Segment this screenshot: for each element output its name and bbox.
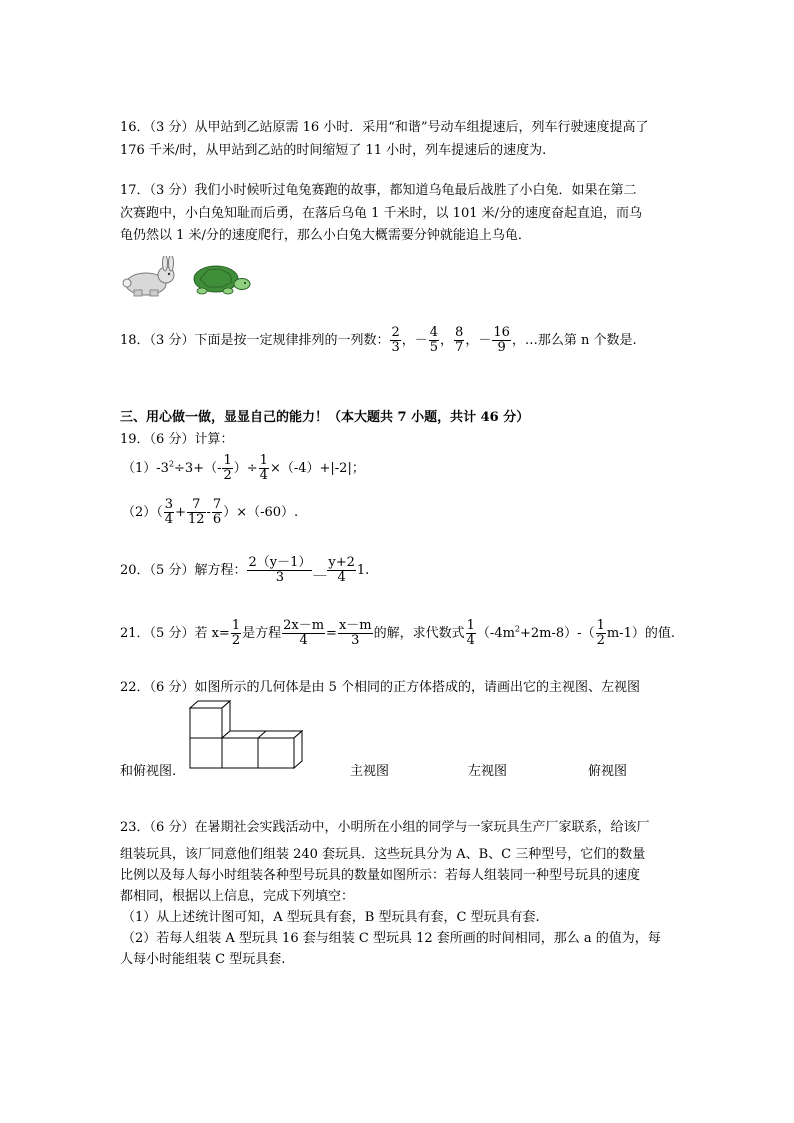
q21-frac-c-den: 4 [466,633,475,648]
q21-t6: m-1）的值. [606,626,675,641]
q17-line1: 17．（3 分）我们小时候听过龟兔赛跑的故事，都知道乌龟最后战胜了小白兔．如果在第二 [120,183,637,198]
q21-t4: （-4m [476,626,515,641]
q18-line [120,326,637,355]
q23-line7: 人每小时能组装 C 型玩具套. [120,952,286,967]
q22-view-top: 俯视图 [588,764,628,779]
q21-line [120,619,675,648]
q21-frac-a-den: 4 [299,633,308,648]
q21-frac-b [338,619,373,648]
q21-frac-x-den: 2 [231,633,241,648]
q20-line [120,556,369,585]
q20-frac-2 [327,556,356,585]
q18-frac-4-den: 9 [497,340,506,355]
q20-frac-1-num: 2（y－1） [248,555,312,570]
q22-view-front: 主视图 [350,764,390,779]
q23-line6: （2）若每人组装 A 型玩具 16 套与组装 C 型玩具 12 套所画的时间相同，那么 a 的值为，每 [122,931,661,946]
cube-solid-figure [184,698,304,770]
q19-p1-frac-1-den: 2 [223,468,232,483]
q18-sep-2: ，－ [401,333,428,348]
q23-line3: 比例以及每人每小时组装各种型号玩具的数量如图所示：若每人组装同一种型号玩具的速度 [120,868,641,883]
q19-p1-frac-2-num: 1 [259,453,268,468]
q18-suffix: ，…那么第 n 个数是. [511,333,637,348]
q16-line2: 176 千米/时，从甲站到乙站的时间缩短了 11 小时，列车提速后的速度为. [120,143,547,158]
q21-t1: 是方程 [242,626,282,641]
q21-frac-b-den: 3 [351,633,360,648]
q19-p2-frac-2-num: 7 [187,498,206,513]
q23-line5: （1）从上述统计图可知，A 型玩具有套，B 型玩具有套，C 型玩具有套. [122,910,540,925]
q18-frac-3-den: 7 [455,340,464,355]
q21-t2: = [326,626,337,641]
q21-prefix: 21．（5 分）若 x= [120,626,230,641]
q19-head: 19．（6 分）计算： [120,432,234,447]
q21-frac-c-num: 1 [466,618,475,633]
q21-frac-d-num: 1 [596,618,605,633]
q18-sep-3: ， [440,333,454,348]
q19-p1-b: ÷3+（- [174,461,222,476]
q18-sep-4: ，－ [465,333,492,348]
q17-line3: 龟仍然以 1 米/分的速度爬行，那么小白兔大概需要分钟就能追上乌龟． [120,228,531,243]
q21-frac-a [282,619,325,648]
q21-t3: 的解，求代数式 [373,626,465,641]
q18-frac-4-num: 16 [493,325,510,340]
q18-frac-4 [492,326,511,355]
q19-p2-frac-1 [164,498,174,527]
q19-p2-frac-1-den: 4 [164,512,174,527]
q22-line2: 和俯视图. [120,764,177,779]
q19-p2-frac-3-den: 6 [212,512,222,527]
q19-p1-a: （1）-3 [122,461,169,476]
q22-view-left: 左视图 [468,764,508,779]
q20-frac-1 [247,556,312,585]
q19-p1-sup: 2 [168,459,175,469]
q19-p2-s2: - [206,505,211,520]
q18-frac-2-den: 5 [429,340,439,355]
q19-p2-s1: + [175,505,186,520]
q18-frac-3-num: 8 [455,325,464,340]
q21-frac-a-num: 2x－m [283,618,325,633]
q17-line2: 次赛跑中，小白兔知耻而后勇，在落后乌龟 1 千米时，以 101 米/分的速度奋起直追，而乌 [120,206,642,221]
q21-t4-sup: 2 [514,624,521,634]
q19-p2-frac-3 [212,498,222,527]
q19-part2 [122,498,298,527]
q19-p1-frac-2-den: 4 [259,468,268,483]
rabbit-image [120,256,182,298]
q19-p1-frac-1-num: 1 [223,453,232,468]
q20-suffix: 1. [356,563,370,578]
q20-frac-2-den: 4 [337,570,346,585]
q21-frac-b-num: x－m [338,618,372,633]
q19-p1-d: ×（-4）+|-2|； [269,461,365,476]
section3-title: 三、用心做一做，显显自己的能力！（本大题共 7 小题，共计 46 分） [120,410,530,425]
q18-prefix: 18．（3 分）下面是按一定规律排列的一列数： [120,333,390,348]
q19-p2-frac-2-den: 12 [187,512,205,527]
q18-frac-2-num: 4 [429,325,439,340]
q18-frac-3 [454,326,464,355]
q21-frac-x [231,619,241,648]
q21-frac-d [596,619,606,648]
q20-frac-2-num: y+2 [328,555,355,570]
q21-frac-c [466,619,476,648]
q23-line4: 都相同，根据以上信息，完成下列填空： [120,889,355,904]
q22-line1: 22．（6 分）如图所示的几何体是由 5 个相同的正方体搭成的，请画出它的主视图、左视图 [120,680,640,695]
q21-frac-d-den: 2 [596,633,605,648]
q16-line1: 16．（3 分）从甲站到乙站原需 16 小时．采用“和谐”号动车组提速后，列车行驶速度提高了 [120,120,649,135]
q20-mid: ＿ [313,563,327,578]
q19-p2-frac-1-num: 3 [164,497,174,512]
q19-p1-frac-2 [259,454,269,483]
q23-line1: 23．（6 分）在暑期社会实践活动中，小明所在小组的同学与一家玩具生产厂家联系，给该厂 [120,820,650,835]
q21-t5: +2m-8）-（ [520,626,595,641]
q18-frac-2 [429,326,439,355]
q19-p2-a: （2）（ [122,505,163,520]
q19-p2-frac-3-num: 7 [212,497,222,512]
q21-frac-x-num: 1 [231,618,241,633]
q20-prefix: 20．（5 分）解方程： [120,563,247,578]
q19-p2-b: ）×（-60）. [223,505,299,520]
q20-frac-1-den: 3 [275,570,285,585]
q18-frac-1-num: 2 [391,325,400,340]
q19-part1 [122,454,365,483]
turtle-image [190,260,252,296]
q19-p1-frac-1 [222,454,232,483]
q19-p2-frac-2 [187,498,206,527]
q18-frac-1-den: 3 [391,340,400,355]
q18-frac-1 [390,326,400,355]
q19-p1-c: ）÷ [233,461,258,476]
q23-line2: 组装玩具，该厂同意他们组装 240 套玩具．这些玩具分为 A、B、C 三种型号，它们的数量 [120,847,646,862]
